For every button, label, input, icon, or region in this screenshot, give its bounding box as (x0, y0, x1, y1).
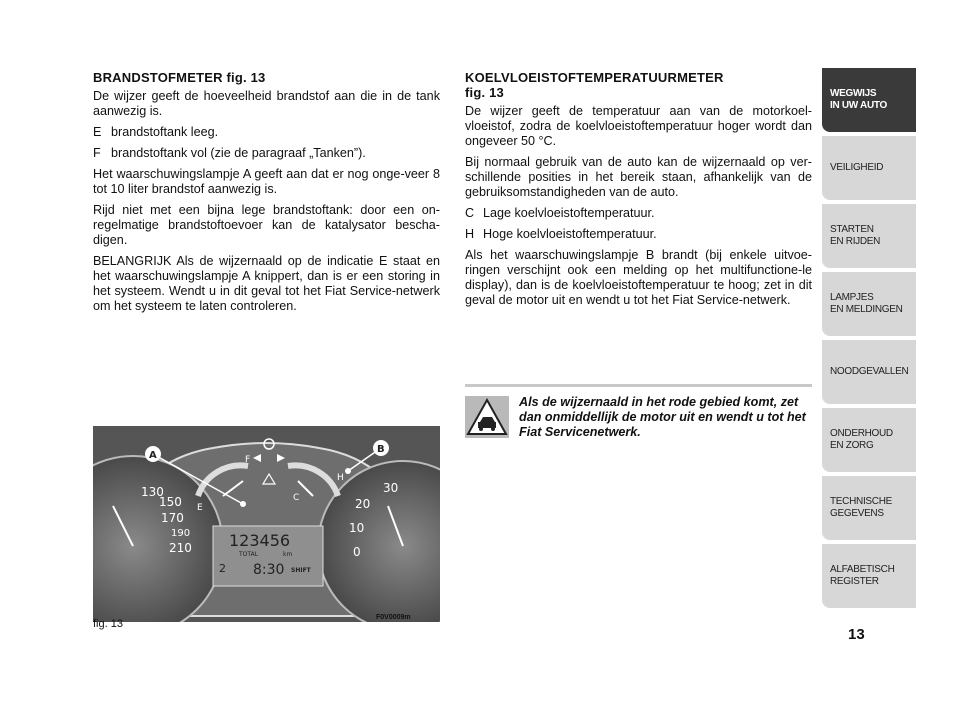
total-label: TOTAL (239, 551, 259, 558)
list-item-text: brandstoftank leeg. (111, 125, 219, 139)
figure-caption: fig. 13 (93, 618, 123, 630)
fuel-e-label: E (197, 503, 203, 513)
page-number: 13 (848, 626, 865, 643)
coolant-paragraph-2: Bij normaal gebruik van de auto kan de wijzernaald op ver-schillende posities in het bereik staan, afhankelijk van de gebruiksomstandigheden van de auto. (465, 155, 812, 199)
gear-indicator: 2 (219, 562, 226, 575)
tab-veiligheid[interactable] (822, 136, 916, 200)
rpm-tick: 0 (353, 545, 361, 559)
warning-triangle-icon (465, 396, 509, 438)
coolant-paragraph-1: De wijzer geeft de temperatuur aan van de motorkoel-vloeistof, zodra de koelvloeistoftemperatuur hoger wordt dan ongeveer 50 °C. (465, 104, 812, 148)
list-item-key: E (93, 125, 102, 139)
tab-label: TECHNISCHE GEGEVENS (830, 496, 893, 519)
left-column (93, 70, 440, 320)
tab-onderhoud[interactable] (822, 408, 916, 472)
speed-tick: 210 (169, 541, 192, 555)
speed-tick: 190 (171, 528, 191, 539)
fuel-gauge-paragraph-3: Rijd niet met een bijna lege brandstoftank: door een on-regelmatige brandstoftoevoer kan de katalysator bescha-digen. (93, 203, 440, 247)
warning-text: Als de wijzernaald in het rode gebied komt, zet dan onmiddellijk de motor uit en wendt u tot het Fiat Servicenetwerk. (519, 395, 806, 439)
speed-tick: 130 (141, 485, 164, 499)
list-item (93, 125, 440, 140)
chapter-tabs (822, 68, 916, 612)
coolant-heading-line-2: fig. 13 (465, 85, 504, 100)
temp-h-label: H (337, 473, 344, 483)
speed-tick: 170 (161, 511, 184, 525)
km-label: km (283, 551, 293, 558)
shift-indicator: SHIFT (291, 567, 311, 574)
label-b: B (377, 444, 385, 455)
fuel-gauge-heading: BRANDSTOFMETER fig. 13 (93, 70, 266, 85)
list-item (465, 227, 812, 242)
fuel-f-label: F (245, 455, 251, 465)
list-item-key: F (93, 146, 101, 160)
tab-label: STARTEN EN RIJDEN (830, 224, 881, 247)
rpm-tick: 10 (349, 521, 365, 535)
clock-display: 8:30 (253, 562, 285, 578)
tab-label: VEILIGHEID (830, 162, 884, 173)
tab-label: ALFABETISCH REGISTER (830, 564, 895, 587)
instrument-cluster-figure (93, 426, 440, 622)
tab-starten[interactable] (822, 204, 916, 268)
rpm-tick: 30 (383, 481, 399, 495)
tab-register[interactable] (822, 544, 916, 608)
fuel-gauge-paragraph-2: Het waarschuwingslampje A geeft aan dat er nog onge-veer 8 tot 10 liter brandstof aanwezig is. (93, 167, 440, 196)
list-item-text: Lage koelvloeistoftemperatuur. (483, 206, 655, 220)
list-item (93, 146, 440, 161)
warning-icon-box (465, 396, 509, 438)
tab-label: NOODGEVALLEN (830, 366, 909, 377)
tab-wegwijs[interactable] (822, 68, 916, 132)
fuel-gauge-paragraph-4: BELANGRIJK Als de wijzernaald op de indicatie E staat en het waarschuwingslampje A knippert, dan is er een storing in het systeem. Wendt u in dit geval tot het Fiat Service-netwerk om het systeem te laten controleren. (93, 254, 440, 313)
list-item (465, 206, 812, 221)
rpm-tick: 20 (355, 497, 371, 511)
coolant-heading-line-1: KOELVLOEISTOFTEMPERATUURMETER (465, 70, 724, 85)
tab-label: LAMPJES EN MELDINGEN (830, 292, 903, 315)
odometer-reading: 123456 (229, 531, 291, 550)
tab-label: WEGWIJS IN UW AUTO (830, 88, 887, 111)
label-a: A (149, 450, 157, 461)
list-item-text: Hoge koelvloeistoftemperatuur. (483, 227, 657, 241)
coolant-paragraph-3: Als het waarschuwingslampje B brandt (bij enkele uitvoe-ringen verschijnt ook een melding op het multifunctione-le display), dan is de koelvloeistoftemperatuur te hoog; zet in dit geval de motor uit en wendt u tot het Fiat Service-netwerk. (465, 248, 812, 307)
figure-code: F0V0009m (376, 614, 411, 621)
warning-box (465, 384, 812, 440)
right-column (465, 70, 812, 314)
tab-noodgevallen[interactable] (822, 340, 916, 404)
list-item-text: brandstoftank vol (zie de paragraaf „Tanken”). (111, 146, 366, 160)
tab-lampjes[interactable] (822, 272, 916, 336)
list-item-key: C (465, 206, 475, 220)
coolant-gauge-heading (465, 70, 812, 100)
temp-c-label: C (293, 493, 300, 503)
tab-label: ONDERHOUD EN ZORG (830, 428, 893, 451)
fuel-gauge-paragraph-1: De wijzer geeft de hoeveelheid brandstof aan die in de tank aanwezig is. (93, 89, 440, 118)
speed-tick: 150 (159, 495, 182, 509)
tab-technische[interactable] (822, 476, 916, 540)
list-item-key: H (465, 227, 475, 241)
instrument-cluster-drawing (93, 426, 440, 622)
